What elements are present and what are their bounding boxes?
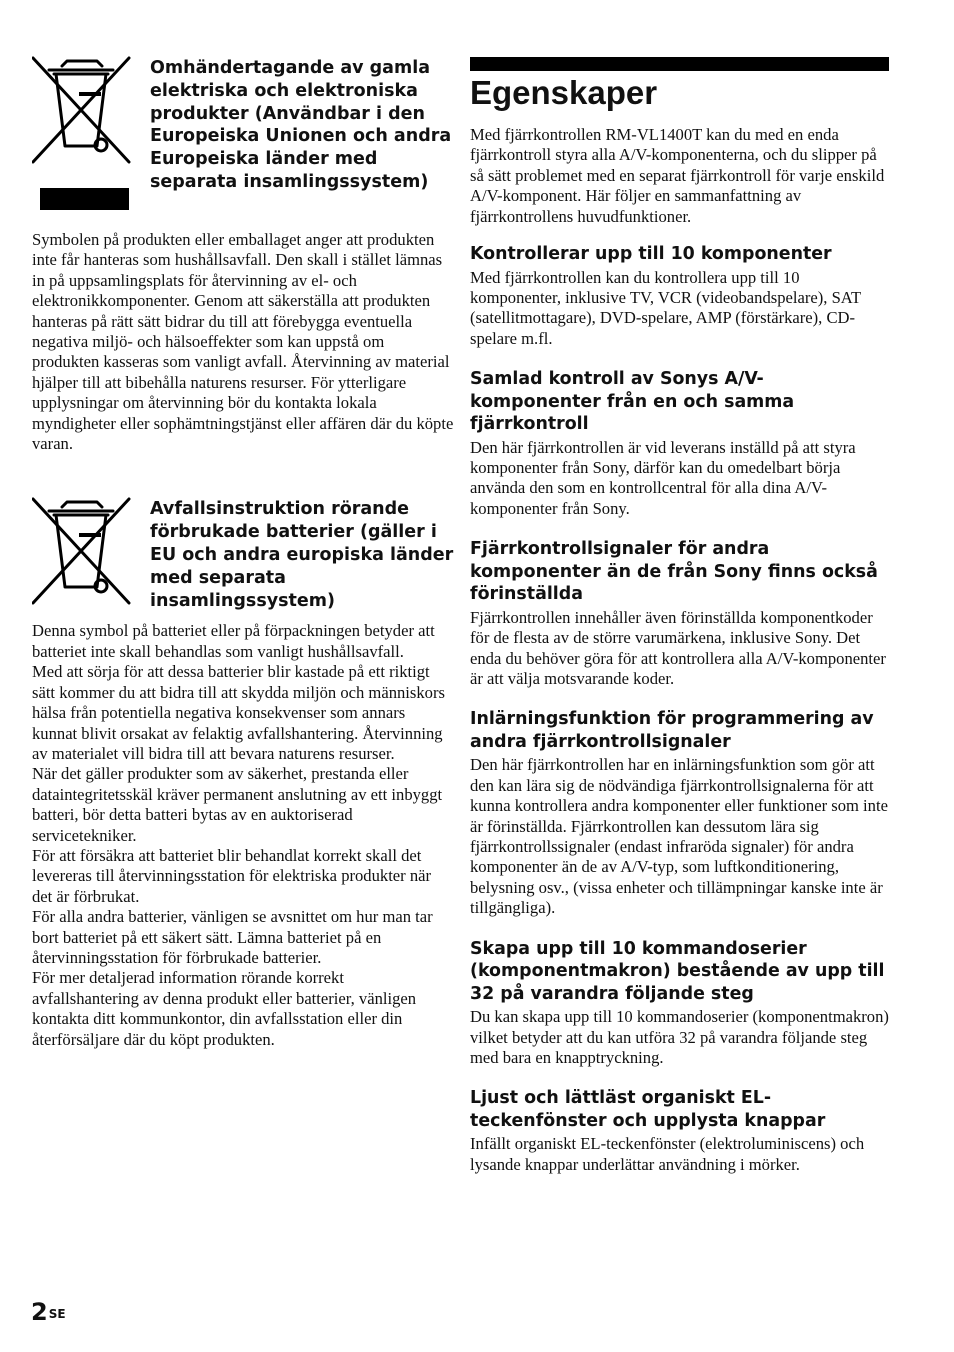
feature-heading: Skapa upp till 10 kommandoserier (komponentmakron) bestående av upp till 32 på varandra följande steg bbox=[470, 938, 885, 1004]
feature-section bbox=[470, 243, 890, 349]
feature-text: Med fjärrkontrollen kan du kontrollera upp till 10 komponenter, inklusive TV, VCR (videobandspelare), SAT (satellitmottagare), DVD-spelare, AMP (förstärkare), CD-spelare m.fl. bbox=[470, 267, 861, 348]
weee-notice-body bbox=[32, 230, 454, 454]
paragraph: Denna symbol på batteriet eller på förpackningen betyder att batteriet inte skall behandlas som vanligt hushållsavfall. bbox=[32, 621, 435, 661]
intro-paragraph: Med fjärrkontrollen RM-VL1400T kan du med en enda fjärrkontroll styra alla A/V-komponenterna, och du slipper på så sätt problemet med en separat fjärrkontroll för varje enskild A/V-komponent. Här följer en sammanfattning av fjärrkontrollens huvudfunktioner. bbox=[470, 125, 885, 226]
paragraph: Med att sörja för att dessa batterier blir kastade på ett riktigt sätt kommer du att bidra till att skydda miljön och människors hälsa från potentiella negativa konsekvenser som annars kunnat blivit orsakat av felaktig avfallshantering. Återvinning av materialet vill bidra till att bevara naturens resurser. bbox=[32, 662, 445, 763]
crossed-out-battery-bin-icon bbox=[32, 496, 132, 621]
feature-section bbox=[470, 938, 890, 1069]
feature-section bbox=[470, 708, 890, 918]
battery-notice-title: Avfallsinstruktion rörande förbrukade batterier (gäller i EU och andra europiska länder med separata insamlingssystem) bbox=[150, 499, 454, 611]
paragraph: När det gäller produkter som av säkerhet, prestanda eller dataintegritetsskäl kräver permanent anslutning av ett inbyggt batteri, bör detta batteri bytas av en auktoriserad servicetekniker. bbox=[32, 764, 443, 845]
feature-section bbox=[470, 1087, 890, 1175]
page-number bbox=[31, 1297, 66, 1327]
weee-notice-header bbox=[32, 55, 454, 230]
feature-heading: Fjärrkontrollsignaler för andra komponenter än de från Sony finns också förinställda bbox=[470, 539, 878, 605]
paragraph: För mer detaljerad information rörande korrekt avfallshantering av denna produkt eller batterier, vänligen kontakta ditt kommunkontor, din avfallsstation eller din återförsäljare där du köpt produkten. bbox=[32, 968, 417, 1049]
feature-text: Den här fjärrkontrollen har en inlärningsfunktion som gör att den kan lära sig de nödvändiga fjärrkontrollsignalerna för att kunna kontrollera andra komponenter eller funktioner som inte är förinställda. Fjärrkontrollen kan dessutom lära sig fjärrkontrollssignaler (endast infraröda signaler) för andra komponenter än de av A/V-typ, som luftkonditionering, belysning osv., (vissa enheter och tillämpningar kanske inte är tillgängliga). bbox=[470, 755, 888, 918]
section-header-bar bbox=[470, 57, 889, 71]
weee-notice-title: Omhändertagande av gamla elektriska och elektroniska produkter (Användbar i den Europeiska Unionen och andra Europeiska länder med separata insamlingssystem) bbox=[150, 58, 452, 192]
battery-notice-header bbox=[32, 496, 454, 621]
feature-text: Du kan skapa upp till 10 kommandoserier (komponentmakron) vilket betyder att du kan utföra 32 på varandra följande steg med bara en knapptryckning. bbox=[470, 1007, 889, 1067]
page-number-value: 2 bbox=[31, 1298, 48, 1326]
feature-section bbox=[470, 538, 890, 689]
left-column bbox=[32, 55, 454, 1050]
feature-heading: Ljust och lättläst organiskt EL-teckenfönster och upplysta knappar bbox=[470, 1088, 826, 1131]
paragraph: Symbolen på produkten eller emballaget anger att produkten inte får hanteras som hushållsavfall. Den skall i stället lämnas in på uppsamlingsplats för återvinning av el- och elektronikkomponenter. Genom att säkerställa att produkten hanteras på rätt sätt bidrar du till att förebygga eventuella negativa miljö- och hälsoeffekter som kan uppstå om produkten kasseras som vanligt avfall. Återvinning av material hjälper till att bibehålla naturens resurser. För ytterligare upplysningar om återvinning bör du kontakta lokala myndigheter eller sophämtningstjänst eller affären där du köpte varan. bbox=[32, 230, 454, 454]
paragraph: För alla andra batterier, vänligen se avsnittet om hur man tar bort batteriet på ett säkert sätt. Lämna batteriet på en återvinningsstation för förbrukade batterier. bbox=[32, 907, 433, 967]
battery-notice-body bbox=[32, 621, 454, 1050]
paragraph: För att försäkra att batteriet blir behandlat korrekt skall det levereras till återvinningsstation för elektriska produkter när det är förbrukat. bbox=[32, 845, 432, 906]
feature-text: Infällt organiskt EL-teckenfönster (elektroluminiscens) och lysande knappar underlättar användning i mörker. bbox=[470, 1134, 865, 1174]
feature-heading: Samlad kontroll av Sonys A/V-komponenter från en och samma fjärrkontroll bbox=[470, 369, 795, 435]
feature-section bbox=[470, 368, 890, 519]
crossed-out-wheelie-bin-icon bbox=[32, 55, 132, 220]
feature-text: Den här fjärrkontrollen är vid leverans inställd på att styra komponenter från Sony, därför kan du omedelbart börja använda den som en kontrollcentral för alla dina A/V-komponenter från Sony. bbox=[470, 437, 856, 518]
page-language-suffix: SE bbox=[48, 1307, 66, 1321]
right-column bbox=[470, 57, 890, 1194]
feature-heading: Inlärningsfunktion för programmering av andra fjärrkontrollsignaler bbox=[470, 709, 874, 752]
feature-heading: Kontrollerar upp till 10 komponenter bbox=[470, 244, 832, 265]
feature-text: Fjärrkontrollen innehåller även förinställda komponentkoder för de flesta av de större varumärkena, inklusive Sony. Det enda du behöver göra för att kontrollera alla A/V-komponenter är att välja motsvarande koder. bbox=[470, 607, 886, 688]
page-title: Egenskaper bbox=[470, 74, 658, 111]
